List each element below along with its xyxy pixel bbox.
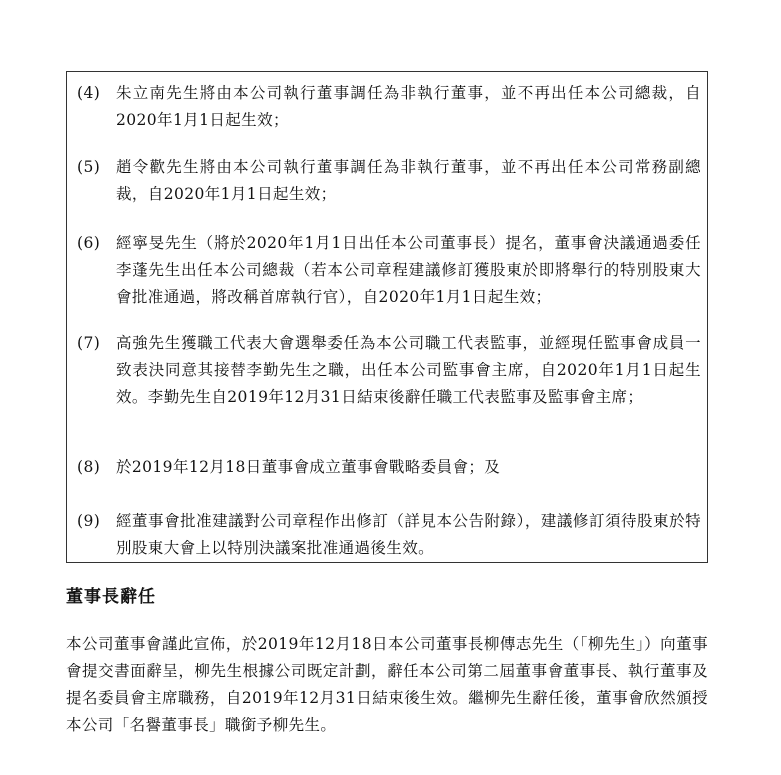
item-number: (5)	[77, 158, 101, 176]
list-item	[77, 454, 701, 481]
item-text: 高強先生獲職工代表大會選舉委任為本公司職工代表監事，並經現任監事會成員一致表決同意其接替李勤先生之職，出任本公司監事會主席，自2020年1月1日起生效。李勤先生自2019年12月31日結束後辭任職工代表監事及監事會主席；	[116, 334, 701, 406]
item-text: 經董事會批准建議對公司章程作出修訂（詳見本公告附錄），建議修訂須待股東於特別股東大會上以特別決議案批准通過後生效。	[116, 512, 701, 557]
item-number: (7)	[77, 334, 101, 352]
list-item	[77, 330, 701, 411]
resolutions-box	[66, 71, 708, 563]
item-number: (4)	[77, 84, 101, 102]
item-text: 趙令歡先生將由本公司執行董事調任為非執行董事，並不再出任本公司常務副總裁，自2020年1月1日起生效；	[116, 158, 701, 203]
item-number: (6)	[77, 234, 101, 252]
item-number: (9)	[77, 512, 101, 530]
body-paragraph: 本公司董事會謹此宣佈，於2019年12月18日本公司董事長柳傳志先生（「柳先生」）向董事會提交書面辭呈，柳先生根據公司既定計劃，辭任本公司第二屆董事會董事長、執行董事及提名委員會主席職務，自2019年12月31日結束後生效。繼柳先生辭任後，董事會欣然頒授本公司「名譽董事長」職銜予柳先生。	[66, 635, 708, 734]
item-text: 朱立南先生將由本公司執行董事調任為非執行董事，並不再出任本公司總裁，自2020年1月1日起生效；	[116, 84, 701, 129]
list-item	[77, 230, 701, 311]
section-heading: 董事長辭任	[66, 587, 156, 607]
item-text: 經寧旻先生（將於2020年1月1日出任本公司董事長）提名，董事會決議通過委任李蓬先生出任本公司總裁（若本公司章程建議修訂獲股東於即將舉行的特別股東大會批准通過，將改稱首席執行官），自2020年1月1日起生效；	[116, 234, 701, 306]
item-number: (8)	[77, 458, 101, 476]
list-item	[77, 508, 701, 562]
item-text: 於2019年12月18日董事會成立董事會戰略委員會；及	[116, 458, 501, 476]
list-item	[77, 80, 701, 134]
list-item	[77, 154, 701, 208]
